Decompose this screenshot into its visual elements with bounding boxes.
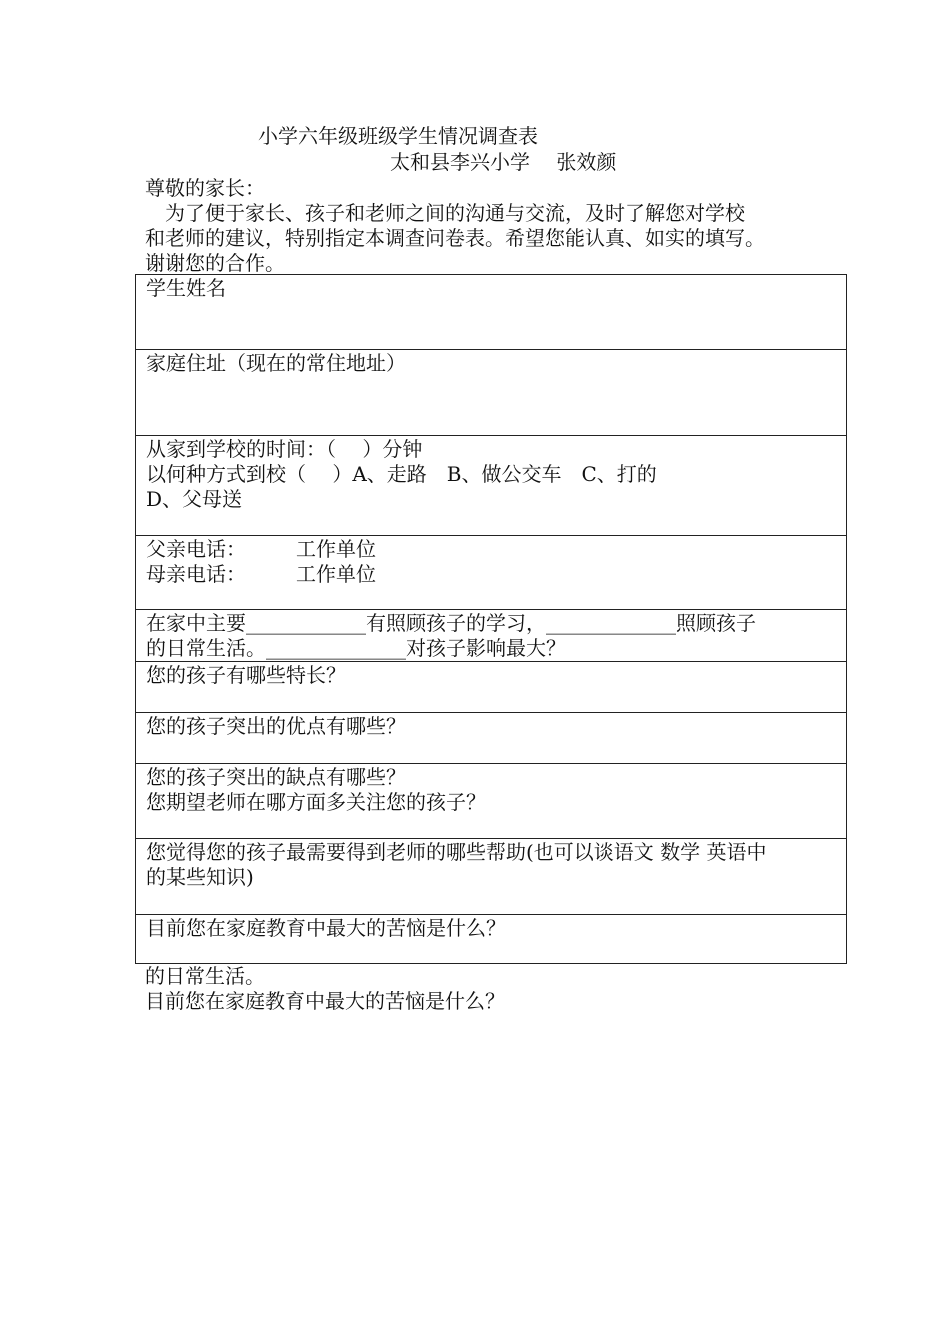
weaknesses-question: 您的孩子突出的缺点有哪些？ [146, 765, 406, 789]
specialties-question: 您的孩子有哪些特长？ [146, 663, 346, 687]
row-biggest-worry[interactable] [136, 914, 846, 963]
commute-mode-label: 以何种方式到校（ ）A、走路 B、做公交车 C、打的 [146, 462, 657, 486]
document-title: 小学六年级班级学生情况调查表 [258, 124, 538, 148]
survey-table [135, 274, 847, 964]
row-strengths[interactable] [136, 712, 846, 763]
greeting: 尊敬的家长： [145, 176, 265, 200]
row-specialties[interactable] [136, 661, 846, 712]
father-phone-label: 父亲电话： 工作单位 [146, 537, 376, 561]
help-needed-line-1: 您觉得您的孩子最需要得到老师的哪些帮助(也可以谈语文 数学 英语中 [146, 840, 767, 864]
intro-line-1: 为了便于家长、孩子和老师之间的沟通与交流，及时了解您对学校 [165, 201, 745, 225]
teacher-focus-question: 您期望老师在哪方面多关注您的孩子？ [146, 790, 486, 814]
row-help-needed[interactable] [136, 838, 846, 914]
mother-phone-label: 母亲电话： 工作单位 [146, 562, 376, 586]
intro-line-3: 谢谢您的合作。 [145, 251, 285, 275]
help-needed-line-2: 的某些知识) [146, 865, 254, 889]
row-commute[interactable] [136, 435, 846, 535]
row-student-name[interactable] [136, 275, 846, 349]
trailing-line-2: 目前您在家庭教育中最大的苦恼是什么？ [145, 989, 505, 1013]
row-caregiver[interactable] [136, 609, 846, 661]
commute-option-d: D、父母送 [146, 487, 243, 511]
student-name-label: 学生姓名 [146, 276, 226, 300]
strengths-question: 您的孩子突出的优点有哪些？ [146, 714, 406, 738]
row-parent-phones[interactable] [136, 535, 846, 609]
caregiver-line-1: 在家中主要____________有照顾孩子的学习，_____________照顾孩子 [146, 611, 756, 635]
home-address-label: 家庭住址（现在的常住地址） [146, 351, 406, 375]
row-weaknesses-focus[interactable] [136, 763, 846, 838]
trailing-line-1: 的日常生活。 [145, 964, 265, 988]
intro-line-2: 和老师的建议，特别指定本调查问卷表。希望您能认真、如实的填写。 [145, 226, 765, 250]
commute-time-label: 从家到学校的时间：（ ）分钟 [146, 437, 423, 461]
school-author-line: 太和县李兴小学 张效颜 [390, 150, 617, 174]
caregiver-line-2: 的日常生活。______________对孩子影响最大？ [146, 636, 566, 660]
row-home-address[interactable] [136, 349, 846, 435]
biggest-worry-question: 目前您在家庭教育中最大的苦恼是什么？ [146, 916, 506, 940]
